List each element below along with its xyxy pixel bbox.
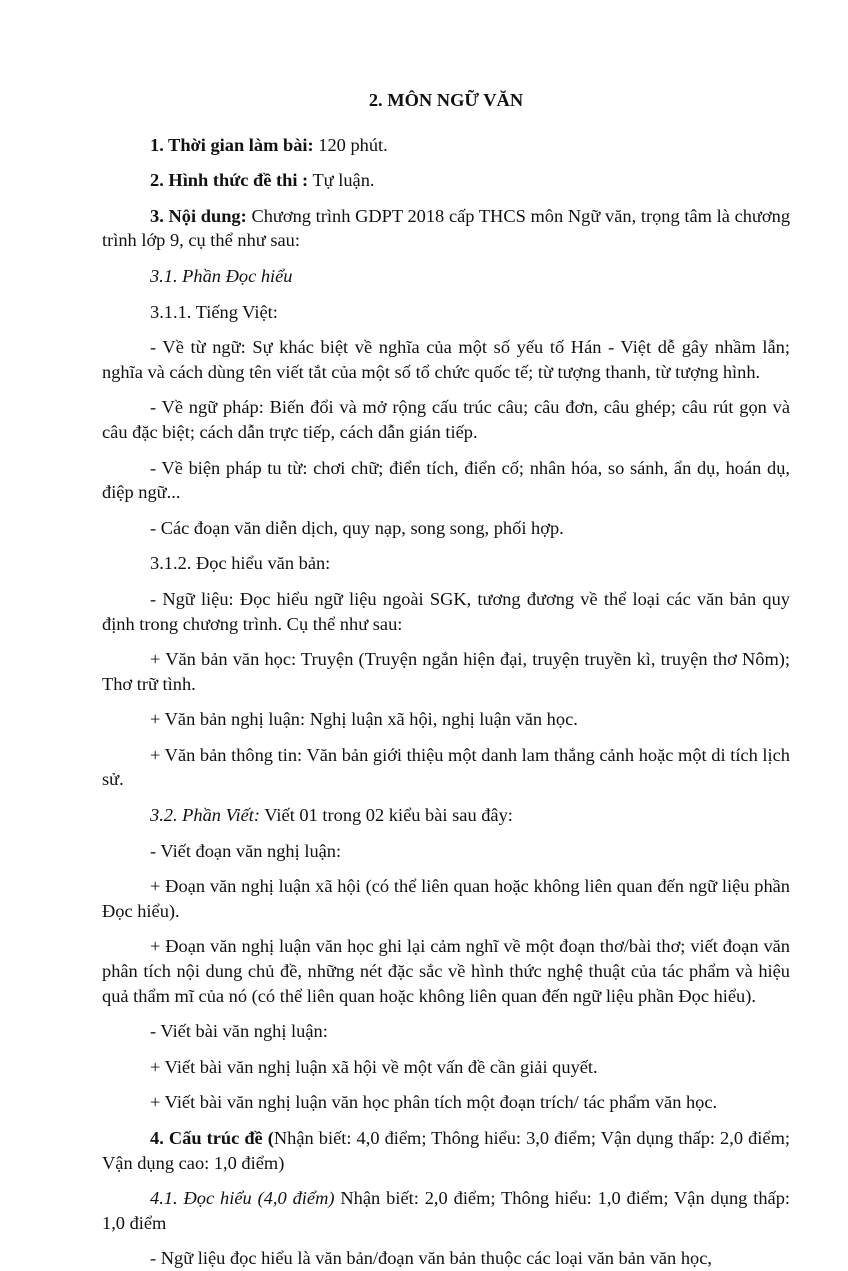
text-reading-heading: 3.1.2. Đọc hiểu văn bản: (150, 553, 331, 574)
reading-structure-label: 4.1. Đọc hiểu (4,0 điểm) (150, 1188, 335, 1209)
social-paragraph: + Đoạn văn nghị luận xã hội (có thể liên quan hoặc không liên quan đến ngữ liệu phần Đọc hiểu). (102, 876, 790, 921)
writing-heading (102, 803, 790, 828)
structure-label: 4. Cấu trúc đề ( (150, 1128, 274, 1148)
exam-content-value: Chương trình GDPT 2018 cấp THCS môn Ngữ văn, trọng tâm là chương trình lớp 9, cụ thể như sau: (102, 205, 791, 251)
exam-time-label: 1. Thời gian làm bài: (150, 134, 314, 155)
social-essay: + Viết bài văn nghị luận xã hội về một vấn đề cần giải quyết. (150, 1056, 598, 1077)
vietnamese-heading: 3.1.1. Tiếng Việt: (150, 301, 278, 322)
material-paragraph: - Ngữ liệu: Đọc hiểu ngữ liệu ngoài SGK, tương đương về thể loại các văn bản quy định trong chương trình. Cụ thể như sau: (102, 588, 790, 634)
exam-form (102, 168, 790, 193)
literary-paragraph: + Đoạn văn nghị luận văn học ghi lại cảm nghĩ về một đoạn thơ/bài thơ; viết đoạn văn phân tích nội dung chủ đề, những nét đặc sắc về hình thức nghệ thuật của tác phẩm và hiệu quả thẩm mĩ của nó (có thể liên quan hoặc không liên quan đến ngữ liệu phần Đọc hiểu). (102, 936, 790, 1006)
exam-content (102, 204, 790, 253)
reading-heading: 3.1. Phần Đọc hiểu (150, 265, 293, 286)
reading-material-paragraph: - Ngữ liệu đọc hiểu là văn bản/đoạn văn bản thuộc các loại văn bản văn học, (150, 1248, 713, 1269)
writing-heading-label: 3.2. Phần Viết: (150, 805, 260, 826)
paragraph-writing-type: - Viết đoạn văn nghị luận: (150, 840, 342, 861)
literary-essay: + Viết bài văn nghị luận văn học phân tích một đoạn trích/ tác phẩm văn học. (150, 1092, 718, 1113)
informational-text-paragraph: + Văn bản thông tin: Văn bản giới thiệu một danh lam thắng cảnh hoặc một di tích lịch sử. (102, 744, 790, 790)
paragraph-types: - Các đoạn văn diễn dịch, quy nạp, song song, phối hợp. (150, 517, 564, 538)
exam-time (102, 133, 790, 158)
exam-form-label: 2. Hình thức đề thi : (150, 170, 309, 191)
exam-time-value: 120 phút. (313, 134, 388, 155)
essay-writing-type: - Viết bài văn nghị luận: (150, 1021, 328, 1042)
reading-structure (102, 1186, 790, 1235)
vocab-paragraph: - Về từ ngữ: Sự khác biệt về nghĩa của một số yếu tố Hán - Việt dễ gây nhầm lẫn; nghĩa và cách dùng tên viết tắt của một số tổ chức quốc tế; từ tượng thanh, từ tượng hình. (102, 337, 790, 382)
rhetoric-paragraph: - Về biện pháp tu từ: chơi chữ; điển tích, điển cố; nhân hóa, so sánh, ẩn dụ, hoán dụ, điệp ngữ... (102, 457, 790, 503)
page-title: 2. MÔN NGỮ VĂN (368, 90, 524, 110)
exam-content-label: 3. Nội dung: (150, 205, 247, 226)
argumentative-text-paragraph: + Văn bản nghị luận: Nghị luận xã hội, nghị luận văn học. (150, 709, 578, 730)
writing-heading-rest: Viết 01 trong 02 kiểu bài sau đây: (259, 805, 513, 826)
reading-structure-value: Nhận biết: 2,0 điểm; Thông hiểu: 1,0 điểm; Vận dụng thấp: 1,0 điểm (102, 1188, 791, 1233)
structure-value: Nhận biết: 4,0 điểm; Thông hiểu: 3,0 điểm; Vận dụng thấp: 2,0 điểm; Vận dụng cao: 1,0 điểm) (102, 1128, 790, 1173)
grammar-paragraph: - Về ngữ pháp: Biến đổi và mở rộng cấu trúc câu; câu đơn, câu ghép; câu rút gọn và câu đặc biệt; cách dẫn trực tiếp, cách dẫn gián tiếp. (102, 397, 790, 442)
literary-text-paragraph: + Văn bản văn học: Truyện (Truyện ngắn hiện đại, truyện truyền kì, truyện thơ Nôm); Thơ trữ tình. (102, 649, 790, 694)
structure-paragraph (102, 1126, 790, 1175)
exam-form-value: Tự luận. (308, 170, 375, 191)
